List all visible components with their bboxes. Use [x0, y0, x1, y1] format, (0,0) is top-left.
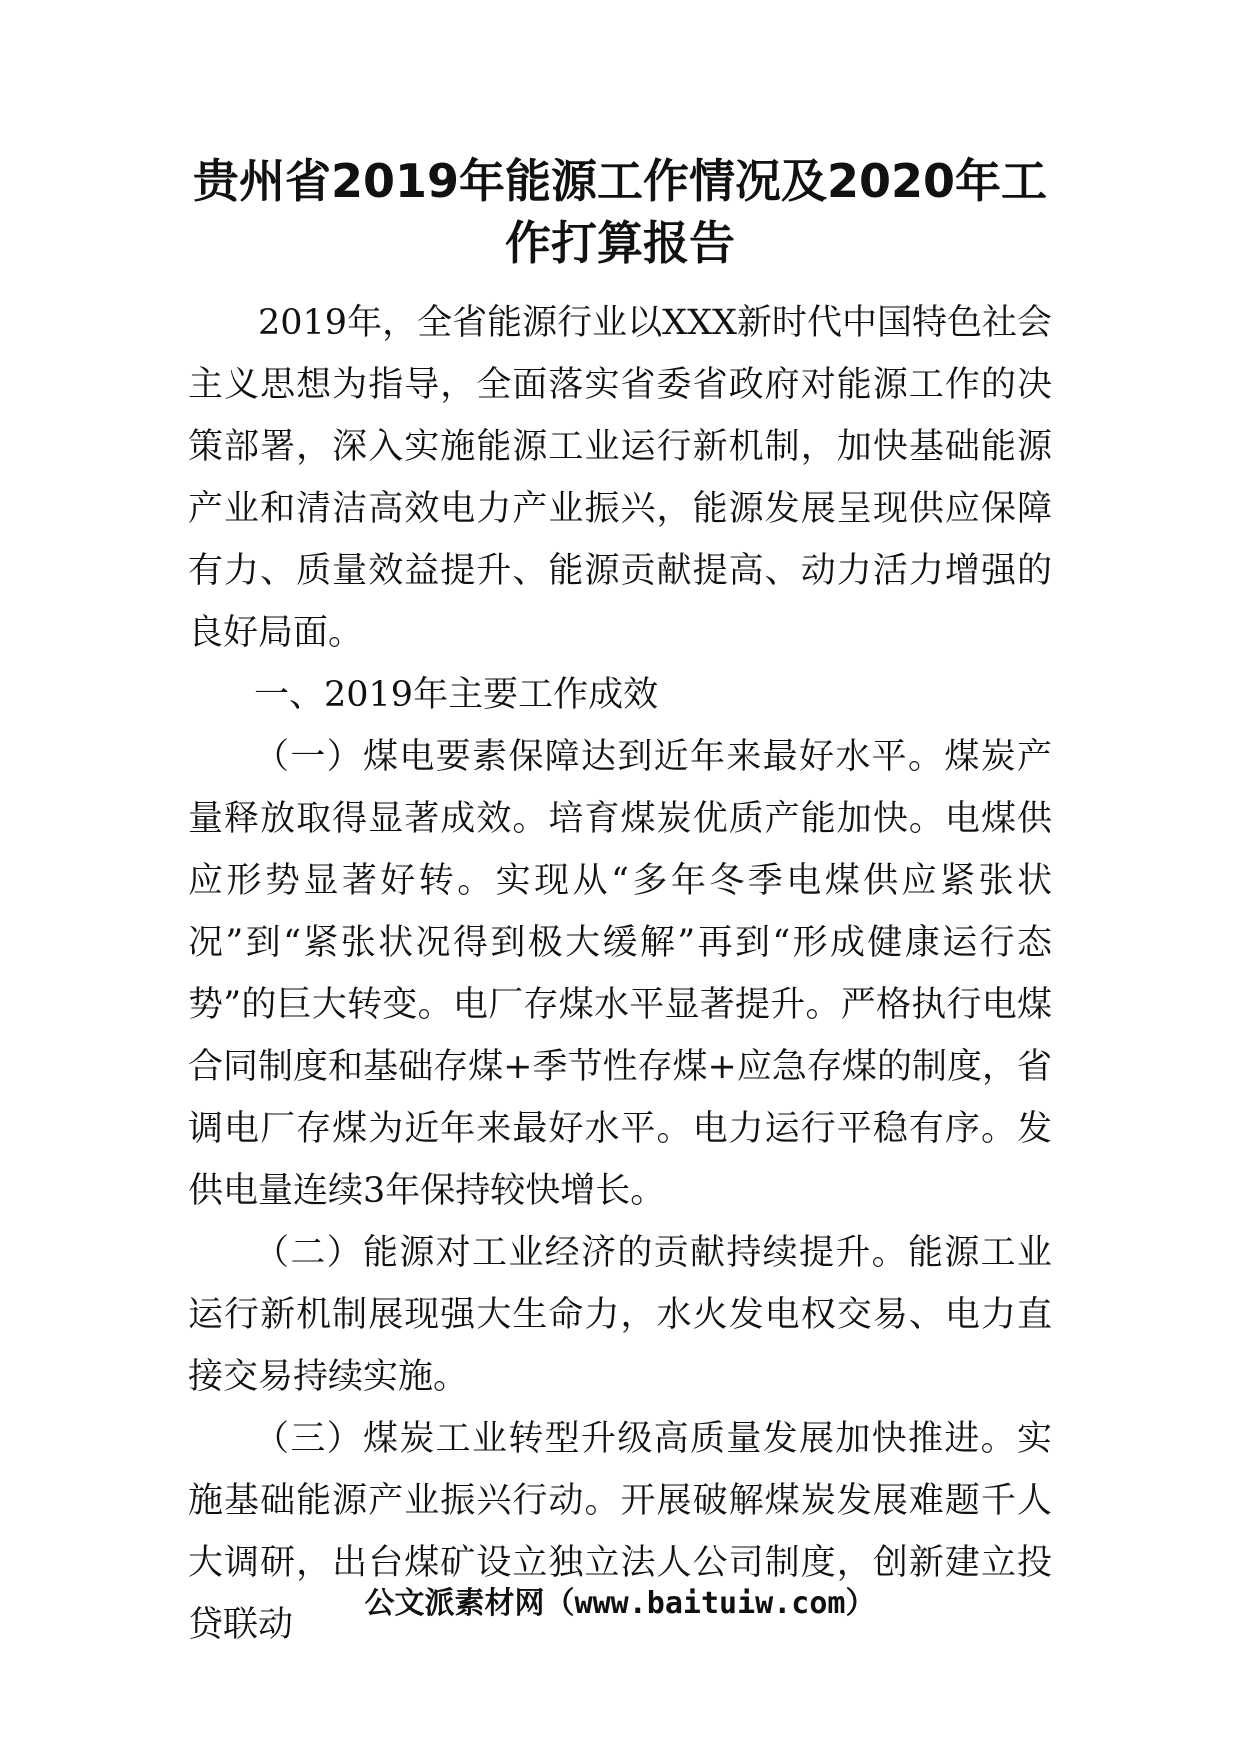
section-heading-1: 一、2019年主要工作成效	[254, 675, 659, 715]
document-title: 贵州省2019年能源工作情况及2020年工作打算报告	[192, 154, 1048, 270]
subsection-paragraph-1: （一）煤电要素保障达到近年来最好水平。煤炭产量释放取得显著成效。培育煤炭优质产能加快。电煤供应形势显著好转。实现从“多年冬季电煤供应紧张状况”到“紧张状况得到极大缓解”再到“形成健康运行态势”的巨大转变。电厂存煤水平显著提升。严格执行电煤合同制度和基础存煤+季节性存煤+应急存煤的制度，省调电厂存煤为近年来最好水平。电力运行平稳有序。发供电量连续3年保持较快增长。	[188, 737, 1052, 1211]
subsection-paragraph-2: （二）能源对工业经济的贡献持续提升。能源工业运行新机制展现强大生命力，水火发电权交易、电力直接交易持续实施。	[188, 1233, 1052, 1397]
footer-watermark: 公文派素材网（www.baituiw.com）	[364, 1586, 876, 1621]
intro-paragraph: 2019年，全省能源行业以XXX新时代中国特色社会主义思想为指导，全面落实省委省政府对能源工作的决策部署，深入实施能源工业运行新机制，加快基础能源产业和清洁高效电力产业振兴，能源发展呈现供应保障有力、质量效益提升、能源贡献提高、动力活力增强的良好局面。	[188, 303, 1052, 653]
subsection-paragraph-3: （三）煤炭工业转型升级高质量发展加快推进。实施基础能源产业振兴行动。开展破解煤炭发展难题千人大调研，出台煤矿设立独立法人公司制度，创新建立投贷联动	[188, 1419, 1052, 1645]
document-body	[188, 292, 1052, 1656]
